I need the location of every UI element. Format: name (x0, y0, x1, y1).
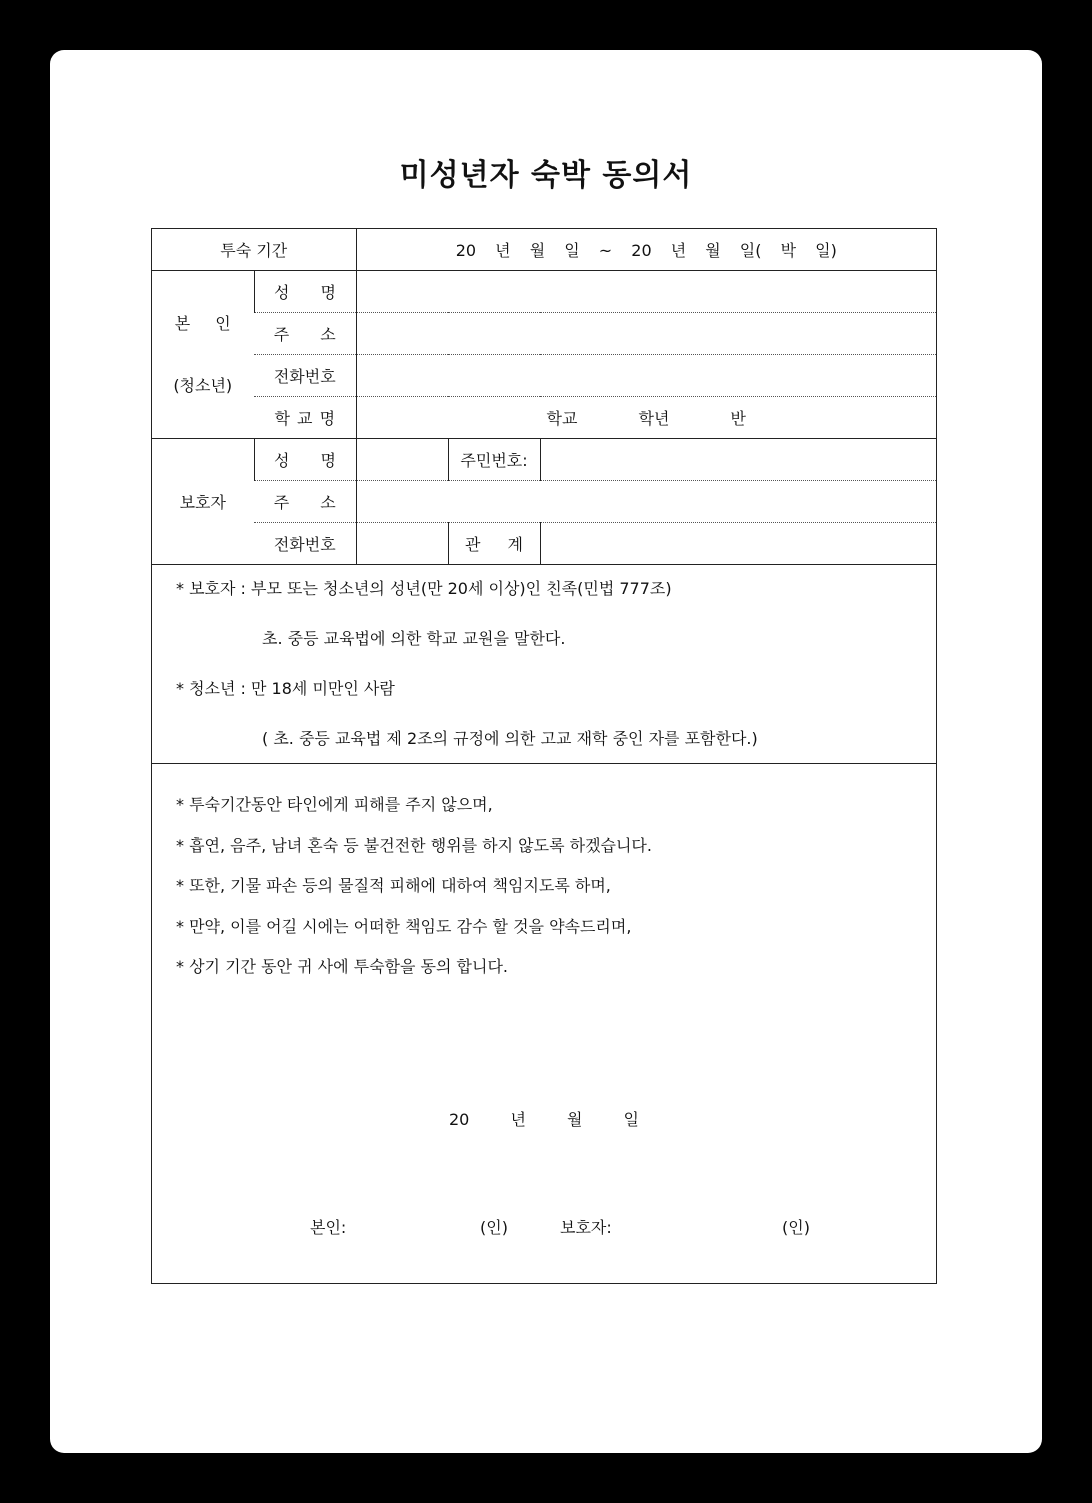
self-name-field[interactable] (356, 271, 936, 313)
guardian-phone-field[interactable] (356, 523, 448, 565)
self-phone-row (152, 355, 936, 397)
self-phone-label: 전화번호 (254, 355, 356, 397)
pledge-item: * 또한, 기물 파손 등의 물질적 피해에 대하여 책임지도록 하며, (176, 876, 611, 896)
stay-period-row (152, 229, 936, 271)
self-name-label: 성 명 (254, 271, 356, 313)
note-guardian: * 보호자 : 부모 또는 청소년의 성년(만 20세 이상)인 친족(민법 777조) (176, 579, 672, 598)
guardian-name-field[interactable] (356, 439, 448, 481)
guardian-id-field[interactable] (540, 439, 936, 481)
self-school-row (152, 397, 936, 439)
guardian-phone-row (152, 523, 936, 565)
self-school-label: 학 교 명 (254, 397, 356, 439)
guardian-relation-label: 관 계 (448, 523, 540, 565)
self-school-field[interactable]: 학교 학년 반 (356, 397, 936, 439)
pledge-item: * 만약, 이를 어길 시에는 어떠한 책임도 감수 할 것을 약속드리며, (176, 916, 632, 936)
self-phone-field[interactable] (356, 355, 936, 397)
guardian-address-field[interactable] (356, 481, 936, 523)
guardian-relation-field[interactable] (540, 523, 936, 565)
guardian-seal[interactable]: (인) (782, 1218, 810, 1237)
info-table (152, 229, 936, 565)
self-section-label (152, 271, 254, 439)
stay-period-value: 20 년 월 일 ~ 20 년 월 일( 박 일) (356, 229, 936, 271)
guardian-label: 보호자 (152, 439, 254, 565)
self-label: 본 인 (174, 313, 231, 333)
self-signature-label: 본인: (310, 1218, 347, 1237)
form-frame (151, 228, 937, 1284)
pledge-list (152, 764, 936, 995)
date-line: 20 년 월 일 (449, 1110, 639, 1129)
self-name-row (152, 271, 936, 313)
guardian-address-row (152, 481, 936, 523)
guardian-name-row (152, 439, 936, 481)
self-sublabel: (청소년) (173, 375, 233, 395)
self-address-row (152, 313, 936, 355)
note-guardian-cont: 초. 중등 교육법에 의한 학교 교원을 말한다. (262, 629, 566, 648)
guardian-id-label: 주민번호: (448, 439, 540, 481)
document-title: 미성년자 숙박 동의서 (399, 158, 693, 193)
self-seal[interactable]: (인) (480, 1218, 508, 1237)
stay-period-label: 투숙 기간 (152, 229, 356, 271)
note-youth: * 청소년 : 만 18세 미만인 사람 (176, 679, 395, 698)
note-youth-cont: ( 초. 중등 교육법 제 2조의 규정에 의한 고교 재학 중인 자를 포함한다.) (262, 729, 758, 748)
definitions-notes (152, 565, 936, 764)
pledge-item: * 상기 기간 동안 귀 사에 투숙함을 동의 합니다. (176, 957, 508, 977)
self-address-label: 주 소 (254, 313, 356, 355)
pledge-item: * 투숙기간동안 타인에게 피해를 주지 않으며, (176, 795, 493, 814)
consent-form-page (50, 50, 1042, 1453)
guardian-address-label: 주 소 (254, 481, 356, 523)
self-address-field[interactable] (356, 313, 936, 355)
guardian-name-label: 성 명 (254, 439, 356, 481)
guardian-signature-label: 보호자: (560, 1218, 612, 1237)
pledge-item: * 흡연, 음주, 남녀 혼숙 등 불건전한 행위를 하지 않도록 하겠습니다. (176, 835, 652, 855)
guardian-phone-label: 전화번호 (254, 523, 356, 565)
